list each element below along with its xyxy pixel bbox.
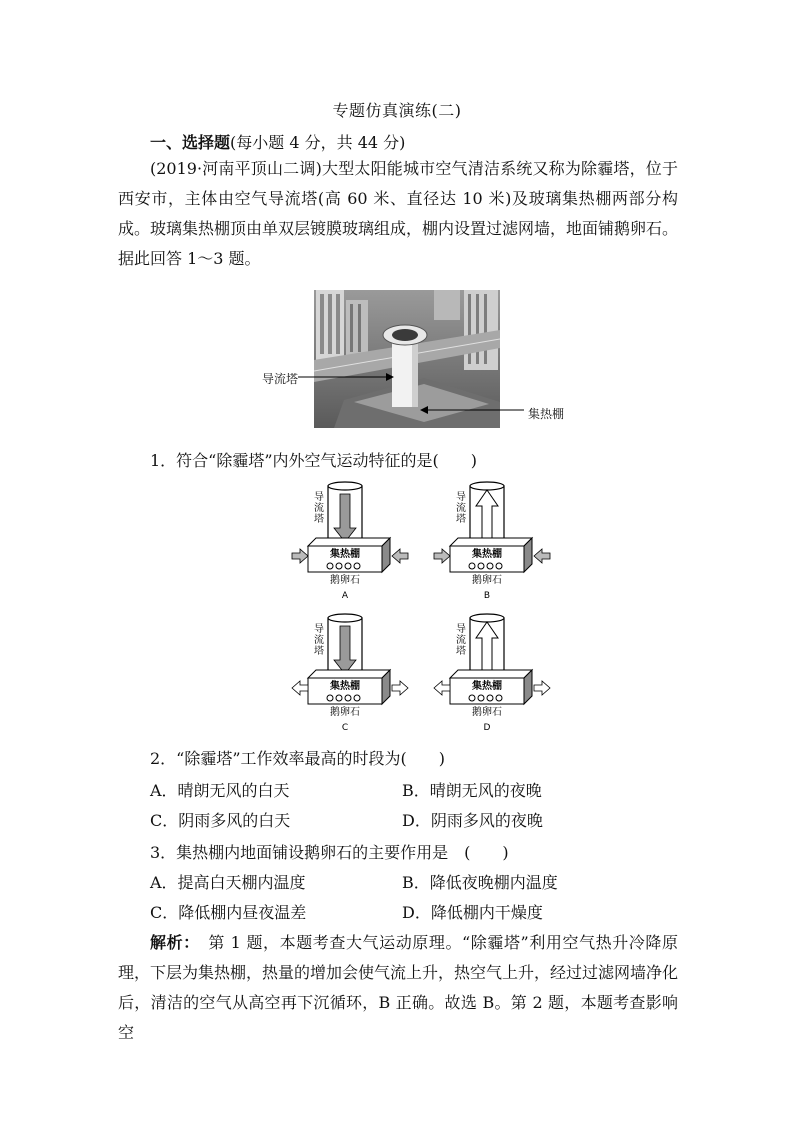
q2-option-a[interactable]: A．晴朗无风的白天	[150, 781, 290, 800]
analysis-label: 解析：	[150, 933, 192, 952]
svg-text:集热棚: 集热棚	[472, 549, 502, 560]
q3-option-a[interactable]: A．提高白天棚内温度	[150, 873, 306, 892]
q3-option-b[interactable]: B．降低夜晚棚内温度	[402, 873, 558, 892]
svg-text:D: D	[483, 723, 491, 732]
diagram-c[interactable]	[290, 612, 410, 732]
svg-text:流: 流	[314, 503, 324, 514]
arrow-left-icon	[292, 681, 308, 695]
question-1: 1．符合“除霾塔”内外空气运动特征的是( )	[150, 451, 478, 470]
question-3: 3．集热棚内地面铺设鹅卵石的主要作用是 ( )	[150, 843, 509, 862]
svg-text:集热棚: 集热棚	[330, 549, 360, 560]
arrow-right-icon	[534, 681, 550, 695]
intro-text: 大型太阳能城市空气清洁系统又称为除霾塔，位于西安市，主体由空气导流塔(高 60 米、直径达 10 米)及玻璃集热棚两部分构成。玻璃集热棚顶由单双层镀膜玻璃组成，棚内设置过滤网墙，地面铺鹅卵石。据此回答 1～3 题。	[118, 159, 679, 268]
section-note: (每小题 4 分，共 44 分)	[230, 133, 406, 152]
intro-source: (2019·河南平顶山二调)	[150, 159, 322, 178]
svg-text:塔: 塔	[314, 646, 324, 657]
q2-option-d[interactable]: D．阴雨多风的夜晚	[402, 811, 543, 830]
svg-text:C: C	[341, 723, 349, 732]
section-heading	[150, 130, 405, 153]
tower-label: 导	[314, 492, 324, 503]
arrow-right-icon	[292, 549, 308, 563]
arrow-icon	[298, 370, 394, 384]
q2-option-b[interactable]: B．晴朗无风的夜晚	[402, 781, 542, 800]
svg-text:集热棚: 集热棚	[472, 681, 502, 692]
intro-paragraph	[118, 154, 678, 274]
svg-text:鹅卵石: 鹅卵石	[330, 707, 360, 718]
photo-label-tower: 导流塔	[262, 372, 299, 386]
arrow-right-icon	[434, 549, 450, 563]
svg-text:鹅卵石: 鹅卵石	[472, 707, 502, 718]
svg-text:塔: 塔	[314, 514, 324, 525]
analysis-text: 第 1 题，本题考查大气运动原理。“除霾塔”利用空气热升冷降原理，下层为集热棚，热量的增加会使气流上升，热空气上升，经过过滤网墙净化后，清洁的空气从高空再下沉循环，B 正确。故选 B。第 2 题，本题考查影响空	[118, 933, 679, 1042]
svg-text:导: 导	[456, 492, 466, 503]
diagram-a[interactable]	[290, 480, 410, 600]
svg-text:A: A	[341, 591, 349, 600]
q3-option-c[interactable]: C．降低棚内昼夜温差	[150, 903, 307, 922]
q3-option-d[interactable]: D．降低棚内干燥度	[402, 903, 543, 922]
photo-label-shed: 集热棚	[528, 407, 565, 421]
page-title: 专题仿真演练(二)	[332, 101, 462, 120]
svg-text:导: 导	[314, 624, 324, 635]
q2-option-c[interactable]: C．阴雨多风的白天	[150, 811, 291, 830]
analysis-paragraph	[118, 928, 678, 1048]
svg-text:集热棚: 集热棚	[330, 681, 360, 692]
svg-text:鹅卵石: 鹅卵石	[472, 575, 502, 586]
svg-text:B: B	[483, 591, 491, 600]
arrow-left-icon	[534, 549, 550, 563]
svg-text:流: 流	[456, 503, 466, 514]
svg-text:鹅卵石: 鹅卵石	[330, 575, 360, 586]
section-heading-label: 一、选择题	[150, 133, 231, 152]
question-2: 2．“除霾塔”工作效率最高的时段为( )	[150, 749, 446, 768]
arrow-left-icon	[434, 681, 450, 695]
diagram-d[interactable]	[432, 612, 552, 732]
arrow-right-icon	[392, 681, 408, 695]
diagram-b[interactable]	[432, 480, 552, 600]
arrow-left-icon	[392, 549, 408, 563]
svg-text:导: 导	[456, 624, 466, 635]
arrow-icon	[420, 403, 524, 417]
svg-text:塔: 塔	[456, 646, 466, 657]
svg-text:塔: 塔	[456, 514, 466, 525]
svg-text:流: 流	[314, 635, 324, 646]
svg-text:流: 流	[456, 635, 466, 646]
